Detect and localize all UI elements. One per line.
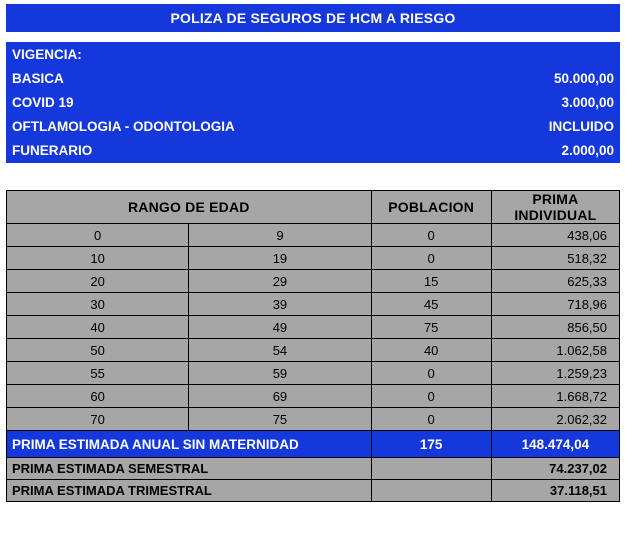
cell-age-to: 49	[189, 316, 371, 339]
table-row	[7, 408, 620, 431]
cell-age-from: 60	[7, 385, 189, 408]
header-rango-de-edad: RANGO DE EDAD	[7, 191, 372, 224]
cell-age-to: 29	[189, 270, 371, 293]
total-anual-label: PRIMA ESTIMADA ANUAL SIN MATERNIDAD	[7, 431, 372, 458]
cell-age-to: 69	[189, 385, 371, 408]
header-poblacion: POBLACION	[371, 191, 491, 224]
coverage-row-funerario	[7, 139, 620, 163]
coverage-value-covid: 3.000,00	[459, 91, 620, 115]
header-prima-line1: PRIMA	[532, 191, 579, 207]
age-range-premium-table	[6, 190, 620, 502]
cell-age-from: 55	[7, 362, 189, 385]
cell-age-to: 75	[189, 408, 371, 431]
cell-poblacion: 45	[371, 293, 491, 316]
cell-age-from: 30	[7, 293, 189, 316]
cell-poblacion: 0	[371, 385, 491, 408]
cell-age-to: 19	[189, 247, 371, 270]
cell-prima: 625,33	[491, 270, 619, 293]
cell-prima: 1.062,58	[491, 339, 619, 362]
coverage-label-basica: BASICA	[7, 67, 459, 91]
cell-poblacion: 0	[371, 224, 491, 247]
total-row-trimestral	[7, 480, 620, 502]
coverage-label-oftalmologia: OFTLAMOLOGIA - ODONTOLOGIA	[7, 115, 459, 139]
cell-prima: 518,32	[491, 247, 619, 270]
cell-prima: 438,06	[491, 224, 619, 247]
cell-age-to: 39	[189, 293, 371, 316]
table-header-row	[7, 191, 620, 224]
cell-age-from: 40	[7, 316, 189, 339]
cell-poblacion: 0	[371, 247, 491, 270]
coverage-row-covid	[7, 91, 620, 115]
cell-poblacion: 0	[371, 408, 491, 431]
table-row	[7, 224, 620, 247]
table-row	[7, 385, 620, 408]
header-prima-line2: INDIVIDUAL	[514, 207, 597, 223]
table-row	[7, 339, 620, 362]
table-row	[7, 270, 620, 293]
cell-prima: 1.259,23	[491, 362, 619, 385]
cell-prima: 856,50	[491, 316, 619, 339]
cell-poblacion: 15	[371, 270, 491, 293]
total-row-semestral	[7, 458, 620, 480]
table-row	[7, 293, 620, 316]
coverage-label-covid: COVID 19	[7, 91, 459, 115]
total-anual-prima: 148.474,04	[491, 431, 619, 458]
total-trimestral-blank	[371, 480, 491, 502]
coverage-row-basica	[7, 67, 620, 91]
total-semestral-blank	[371, 458, 491, 480]
total-semestral-label: PRIMA ESTIMADA SEMESTRAL	[7, 458, 372, 480]
total-trimestral-prima: 37.118,51	[491, 480, 619, 502]
total-trimestral-label: PRIMA ESTIMADA TRIMESTRAL	[7, 480, 372, 502]
cell-age-to: 59	[189, 362, 371, 385]
cell-age-to: 54	[189, 339, 371, 362]
coverage-row-oftalmologia	[7, 115, 620, 139]
coverage-value-oftalmologia: INCLUIDO	[459, 115, 620, 139]
table-row	[7, 362, 620, 385]
cell-poblacion: 0	[371, 362, 491, 385]
total-semestral-prima: 74.237,02	[491, 458, 619, 480]
cell-age-from: 10	[7, 247, 189, 270]
cell-prima: 2.062,32	[491, 408, 619, 431]
coverage-table	[6, 42, 620, 163]
header-prima-individual	[491, 191, 619, 224]
page-title: POLIZA DE SEGUROS DE HCM A RIESGO	[6, 4, 620, 32]
table-row	[7, 247, 620, 270]
coverage-label-funerario: FUNERARIO	[7, 139, 459, 163]
cell-age-to: 9	[189, 224, 371, 247]
cell-age-from: 70	[7, 408, 189, 431]
coverage-row-vigencia	[7, 43, 620, 67]
total-row-anual	[7, 431, 620, 458]
total-anual-poblacion: 175	[371, 431, 491, 458]
coverage-value-funerario: 2.000,00	[459, 139, 620, 163]
cell-poblacion: 40	[371, 339, 491, 362]
vigencia-value	[459, 43, 620, 67]
cell-prima: 718,96	[491, 293, 619, 316]
vigencia-label: VIGENCIA:	[7, 43, 459, 67]
cell-poblacion: 75	[371, 316, 491, 339]
cell-age-from: 20	[7, 270, 189, 293]
table-row	[7, 316, 620, 339]
cell-prima: 1.668,72	[491, 385, 619, 408]
coverage-value-basica: 50.000,00	[459, 67, 620, 91]
cell-age-from: 50	[7, 339, 189, 362]
cell-age-from: 0	[7, 224, 189, 247]
